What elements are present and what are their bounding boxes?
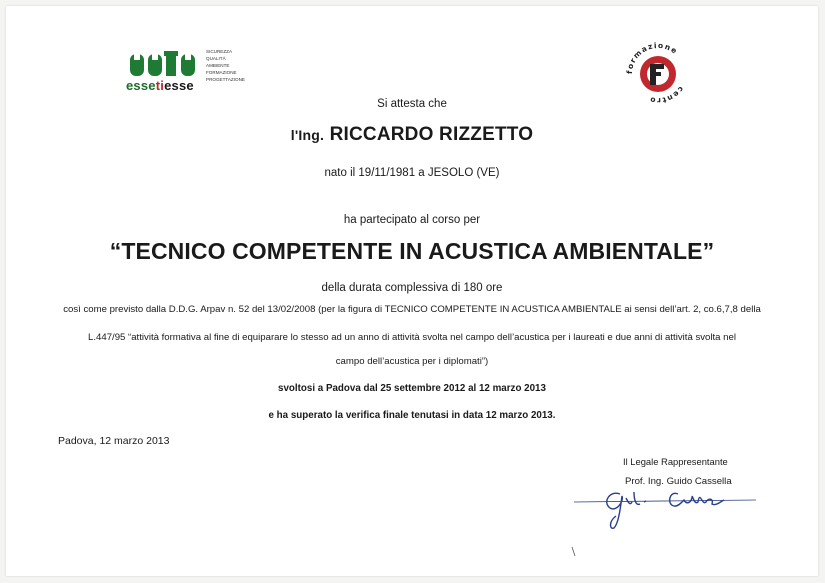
arc-text-bottom: centro [648, 84, 686, 106]
birth-info: nato il 19/11/1981 a JESOLO (VE) [324, 167, 500, 179]
body-line-3: campo dell’acustica per i diplomati”) [335, 356, 489, 367]
handwritten-signature-icon [574, 472, 764, 530]
course-title: “TECNICO COMPETENTE IN ACUSTICA AMBIENTALE” [109, 238, 715, 264]
course-duration: della durata complessiva di 180 ore [321, 282, 503, 294]
wordmark-part-3: esse [164, 78, 194, 93]
logo-tag: QUALITÀ [206, 56, 226, 61]
signatory-name: Prof. Ing. Guido Cassella [625, 476, 732, 487]
essetiesse-wordmark [126, 78, 194, 93]
body-line-2: L.447/95 “attività formativa al fine di equiparare lo stesso ad un anno di attività svolta nel campo dell’acustica per i laureati e due anni di attività svolta nel [88, 332, 736, 343]
arc-text-top: formazione [624, 40, 680, 75]
essetiesse-logo [126, 48, 256, 100]
essetiesse-tags [206, 48, 266, 83]
paper-mark-icon [571, 546, 577, 558]
recipient-name: RICCARDO RIZZETTO [329, 124, 534, 145]
body-line-1: così come previsto dalla D.D.G. Arpav n. 52 del 13/02/2008 (per la figura di TECNICO COMPETENTE IN ACUSTICA AMBIENTALE ai sensi dell’art. 2, co.6,7,8 della [63, 304, 761, 315]
logo-tag: FORMAZIONE [206, 70, 237, 75]
recipient-name-line [6, 124, 818, 146]
name-prefix: l'Ing. [290, 127, 325, 143]
exam-passed-line: e ha superato la verifica finale tenutasi in data 12 marzo 2013. [268, 410, 556, 421]
logo-tag: SICUREZZA [206, 49, 233, 54]
wordmark-part-2: ti [155, 78, 165, 93]
course-dates: svoltosi a Padova dal 25 settembre 2012 al 12 marzo 2013 [278, 383, 546, 394]
intro-line: Si attesta che [377, 98, 447, 110]
essetiesse-mark-icon [129, 48, 199, 78]
place-date: Padova, 12 marzo 2013 [58, 435, 170, 447]
logo-tag: AMBIENTE [206, 63, 230, 68]
logo-tag: PROGETTAZIONE [206, 77, 245, 82]
certificate-page [6, 6, 818, 576]
participation-line: ha partecipato al corso per [343, 214, 481, 226]
wordmark-part-1: esse [126, 78, 156, 93]
signatory-role: Il Legale Rappresentante [623, 456, 728, 467]
